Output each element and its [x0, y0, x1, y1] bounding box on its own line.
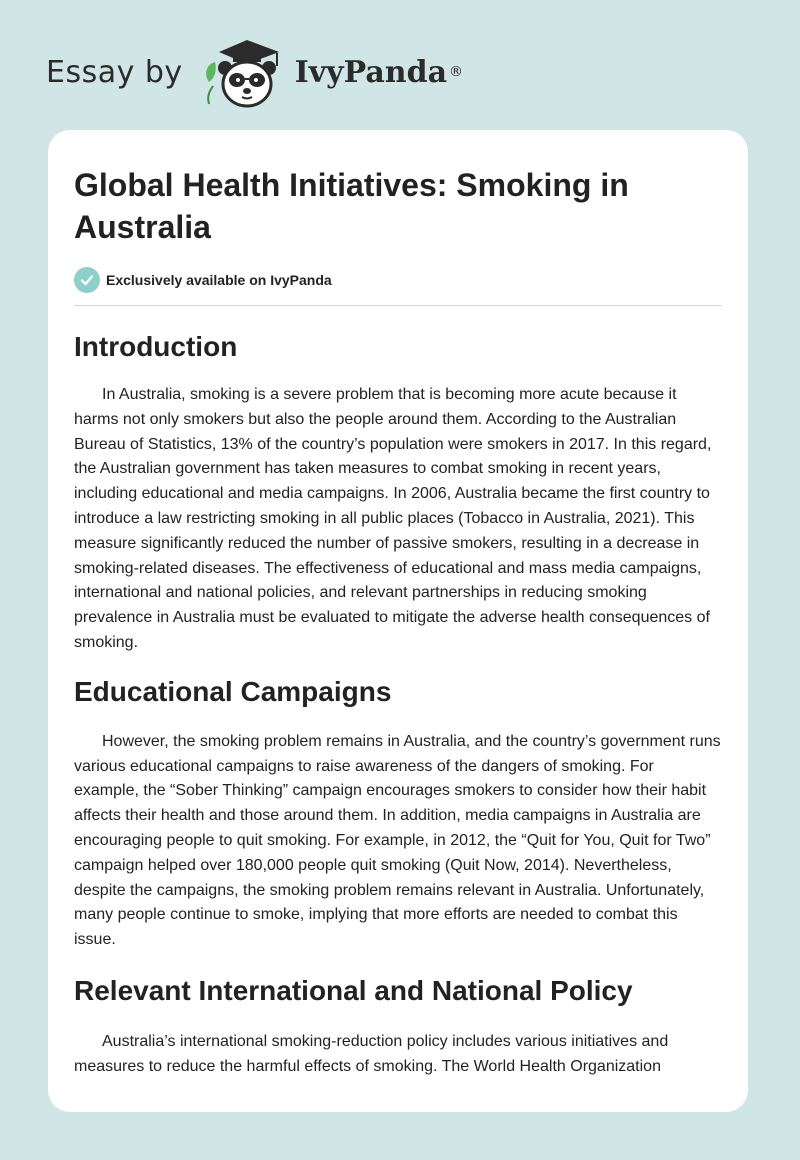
badge-text: Exclusively available on IvyPanda [106, 272, 332, 288]
section-heading-introduction: Introduction [74, 331, 238, 362]
site-header [46, 34, 463, 110]
panda-logo-icon [199, 34, 287, 110]
check-icon [74, 267, 100, 293]
registered-mark: ® [449, 64, 464, 80]
ivypanda-logo-link[interactable] [199, 34, 463, 110]
brand-prefix: Essay by [46, 54, 183, 90]
section-heading-policy: Relevant International and National Policy [74, 974, 633, 1006]
section-heading-educational-campaigns: Educational Campaigns [74, 675, 392, 707]
essay-title: Global Health Initiatives: Smoking in Australia [74, 167, 629, 245]
brand-name: IvyPanda [294, 54, 448, 90]
title-divider [74, 305, 722, 306]
essay-card [48, 130, 748, 1112]
exclusive-badge [74, 266, 722, 294]
section-paragraph-educational-campaigns: However, the smoking problem remains in Australia, and the country’s government runs various educational campaigns to raise awareness of the dangers of smoking. For example, the “Sober Thinking” campaign encourages smokers to consider how their habit affects their health and those around them. In addition, media campaigns in Australia are encouraging people to quit smoking. For example, in 2012, the “Quit for You, Quit for Two” campaign helped over 180,000 people quit smoking (Quit Now, 2014). Nevertheless, despite the campaigns, the smoking problem remains relevant in Australia. Unfortunately, many people continue to smoke, implying that more efforts are needed to combat this issue. [74, 732, 721, 949]
section-paragraph-policy: Australia’s international smoking-reduction policy includes various initiatives and measures to reduce the harmful effects of smoking. The World Health Organization [74, 1032, 669, 1075]
section-paragraph-introduction: In Australia, smoking is a severe problem that is becoming more acute because it harms not only smokers but also the people around them. According to the Australian Bureau of Statistics, 13% of the country’s population were smokers in 2017. In this regard, the Australian government has taken measures to combat smoking in recent years, including educational and media campaigns. In 2006, Australia became the first country to introduce a law restricting smoking in all public places (Tobacco in Australia, 2021). This measure significantly reduced the number of passive smokers, resulting in a decrease in smoking-related diseases. The effectiveness of educational and mass media campaigns, international and national policies, and relevant partnerships in reducing smoking prevalence in Australia must be evaluated to mitigate the adverse health consequences of smoking. [74, 386, 712, 651]
